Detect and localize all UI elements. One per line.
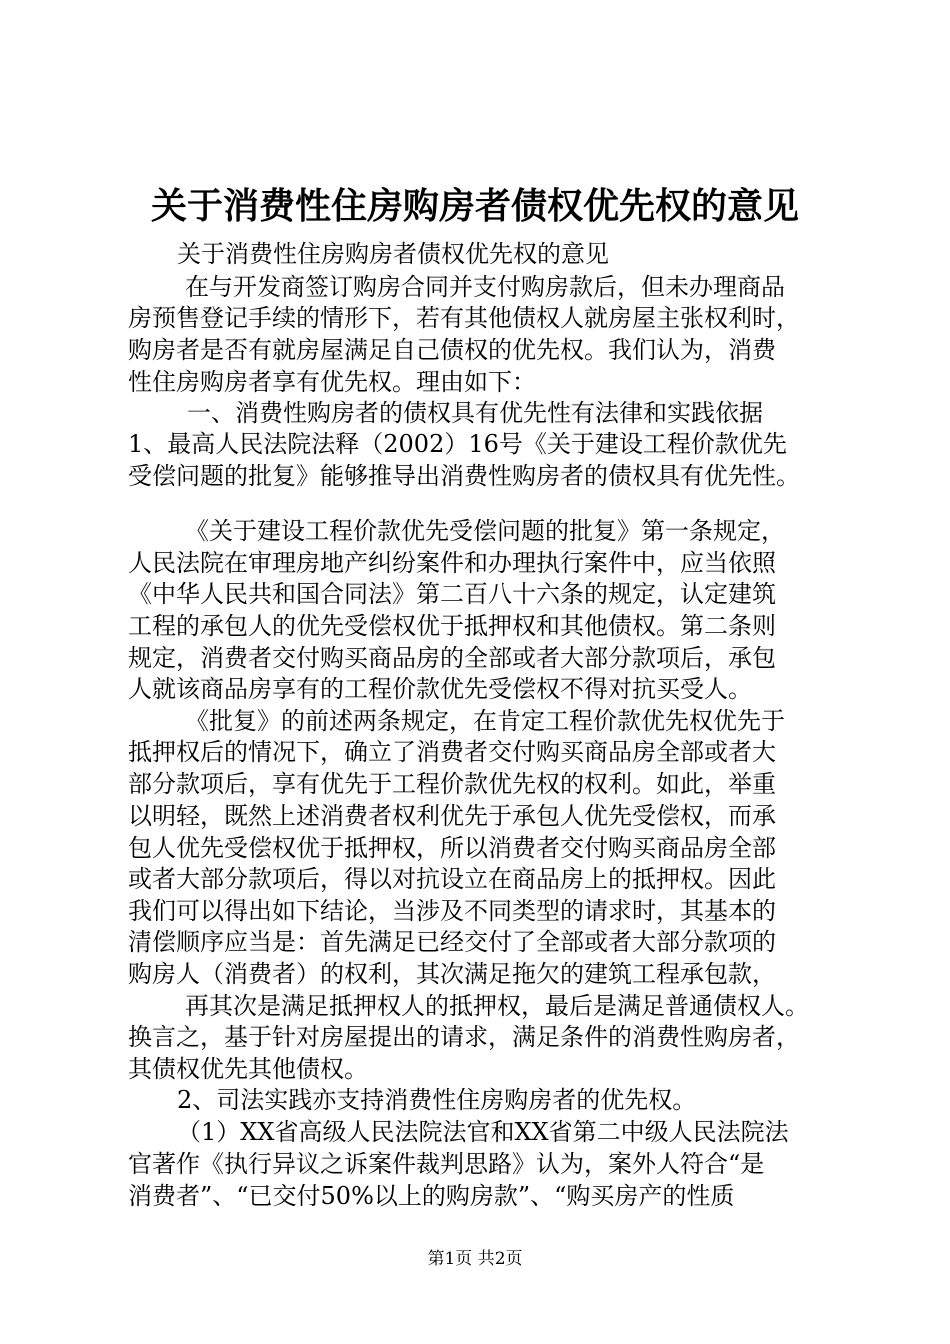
body-line: 规定，消费者交付购买商品房的全部或者大部分款项后，承包 bbox=[128, 644, 776, 672]
body-line: 房预售登记手续的情形下，若有其他债权人就房屋主张权利时， bbox=[128, 304, 800, 332]
section-heading: 一、消费性购房者的债权具有优先性有法律和实践依据 bbox=[187, 399, 763, 427]
body-line: 官著作《执行异议之诉案件裁判思路》认为，案外人符合“是 bbox=[128, 1150, 765, 1178]
body-line: 包人优先受偿权优于抵押权，所以消费者交付购买商品房全部 bbox=[128, 834, 776, 862]
body-line: 1、最高人民法院法释（2002）16号《关于建设工程价款优先 bbox=[128, 430, 787, 458]
body-line: （1）XX省高级人民法院法官和XX省第二中级人民法院法 bbox=[177, 1118, 789, 1146]
body-line: 在与开发商签订购房合同并支付购房款后，但未办理商品 bbox=[185, 273, 785, 301]
body-line: 性住房购房者享有优先权。理由如下： bbox=[128, 368, 536, 396]
body-line: 以明轻，既然上述消费者权利优先于承包人优先受偿权，而承 bbox=[128, 802, 776, 830]
section-heading: 2、司法实践亦支持消费性住房购房者的优先权。 bbox=[177, 1086, 697, 1114]
body-line: 受偿问题的批复》能够推导出消费性购房者的债权具有优先性。 bbox=[128, 462, 800, 490]
body-line: 部分款项后，享有优先于工程价款优先权的权利。如此，举重 bbox=[128, 770, 776, 798]
body-line: 购房人（消费者）的权利，其次满足拖欠的建筑工程承包款， bbox=[128, 960, 776, 988]
body-line: 工程的承包人的优先受偿权优于抵押权和其他债权。第二条则 bbox=[128, 612, 776, 640]
body-line: 抵押权后的情况下，确立了消费者交付购买商品房全部或者大 bbox=[128, 738, 776, 766]
body-line: 再其次是满足抵押权人的抵押权，最后是满足普通债权人。 bbox=[185, 992, 809, 1020]
body-line-subtitle: 关于消费性住房购房者债权优先权的意见 bbox=[177, 240, 609, 268]
body-line: 人就该商品房享有的工程价款优先受偿权不得对抗买受人。 bbox=[128, 675, 752, 703]
body-line: 清偿顺序应当是：首先满足已经交付了全部或者大部分款项的 bbox=[128, 928, 776, 956]
body-line: 《批复》的前述两条规定，在肯定工程价款优先权优先于 bbox=[185, 707, 785, 735]
body-line: 《关于建设工程价款优先受偿问题的批复》第一条规定， bbox=[185, 517, 785, 545]
body-line: 我们可以得出如下结论，当涉及不同类型的请求时，其基本的 bbox=[128, 897, 776, 925]
body-line: 购房者是否有就房屋满足自己债权的优先权。我们认为，消费 bbox=[128, 336, 776, 364]
body-line: 换言之，基于针对房屋提出的请求，满足条件的消费性购房者， bbox=[128, 1023, 800, 1051]
page-footer: 第1页 共2页 bbox=[427, 1249, 523, 1269]
body-line: 其债权优先其他债权。 bbox=[128, 1055, 368, 1083]
document-title: 关于消费性住房购房者债权优先权的意见 bbox=[150, 186, 799, 227]
body-line: 《中华人民共和国合同法》第二百八十六条的规定，认定建筑 bbox=[128, 580, 776, 608]
body-line: 消费者”、“已交付50%以上的购房款”、“购买房产的性质 bbox=[128, 1182, 735, 1210]
body-line: 或者大部分款项后，得以对抗设立在商品房上的抵押权。因此 bbox=[128, 865, 776, 893]
body-line: 人民法院在审理房地产纠纷案件和办理执行案件中，应当依照 bbox=[128, 549, 776, 577]
